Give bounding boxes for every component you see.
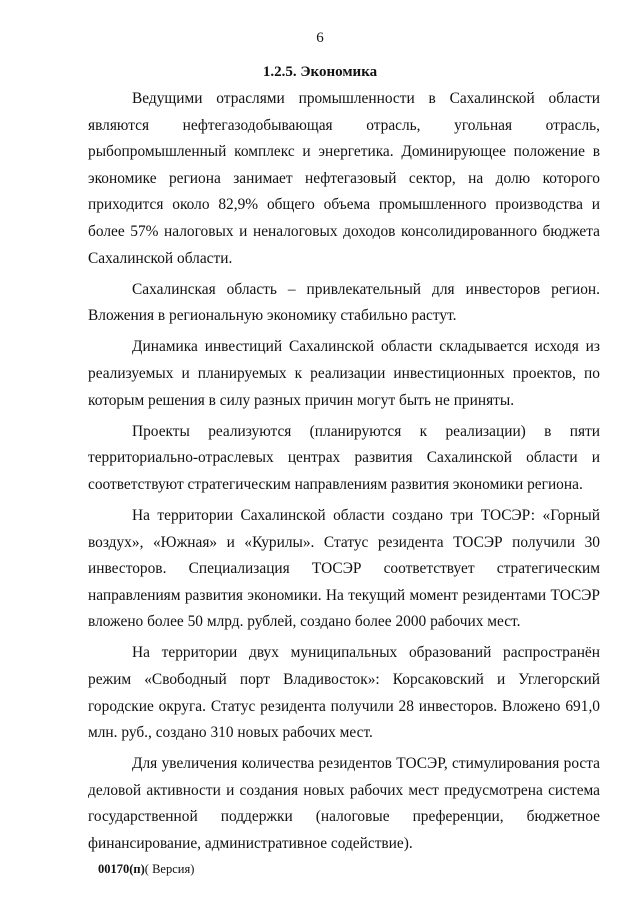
paragraph-state-support: Для увеличения количества резидентов ТОСЭР, стимулирования роста деловой активности и создания новых рабочих мест предусмотрена система государственной поддержки (налоговые преференции, бюджетное финансирование, административное содействие). — [88, 755, 600, 853]
document-code: 00170(п) — [98, 862, 145, 876]
paragraph-development-centers: Проекты реализуются (планируются к реализации) в пяти территориально-отраслевых центрах развития Сахалинской области и соответствуют стратегическим направлениям развития экономики региона. — [88, 422, 600, 493]
document-footer — [98, 862, 194, 877]
paragraph-free-port: На территории двух муниципальных образований распространён режим «Свободный порт Владивосток»: Корсаковский и Углегорский городские округа. Статус резидента получили 28 инвесторов. Вложено 691,0 млн. руб., создано 310 новых рабочих мест. — [88, 644, 600, 742]
section-title: 1.2.5. Экономика — [262, 64, 378, 80]
paragraph-industry-overview: Ведущими отраслями промышленности в Сахалинской области являются нефтегазодобывающая отрасль, угольная отрасль, рыбопромышленный комплекс и энергетика. Доминирующее положение в экономике региона занимает нефтегазовый сектор, на долю которого приходится около 82,9% общего объема промышленного производства и более 57% налоговых и неналоговых доходов консолидированного бюджета Сахалинской области. — [88, 90, 600, 267]
document-version: ( Версия) — [144, 862, 195, 876]
page-number: 6 — [316, 30, 324, 46]
paragraph-tosez: На территории Сахалинской области создано три ТОСЭР: «Горный воздух», «Южная» и «Курилы». Статус резидента ТОСЭР получили 30 инвесторов. Специализация ТОСЭР соответствует стратегическим направлениям развития экономики. На текущий момент резидентами ТОСЭР вложено более 50 млрд. рублей, создано более 2000 рабочих мест. — [88, 506, 600, 631]
paragraph-investment-attractiveness: Сахалинская область – привлекательный для инвесторов регион. Вложения в региональную экономику стабильно растут. — [88, 280, 600, 325]
document-body — [88, 86, 600, 862]
paragraph-investment-dynamics: Динамика инвестиций Сахалинской области складывается исходя из реализуемых и планируемых к реализации инвестиционных проектов, по которым решения в силу разных причин могут быть не приняты. — [88, 338, 600, 409]
